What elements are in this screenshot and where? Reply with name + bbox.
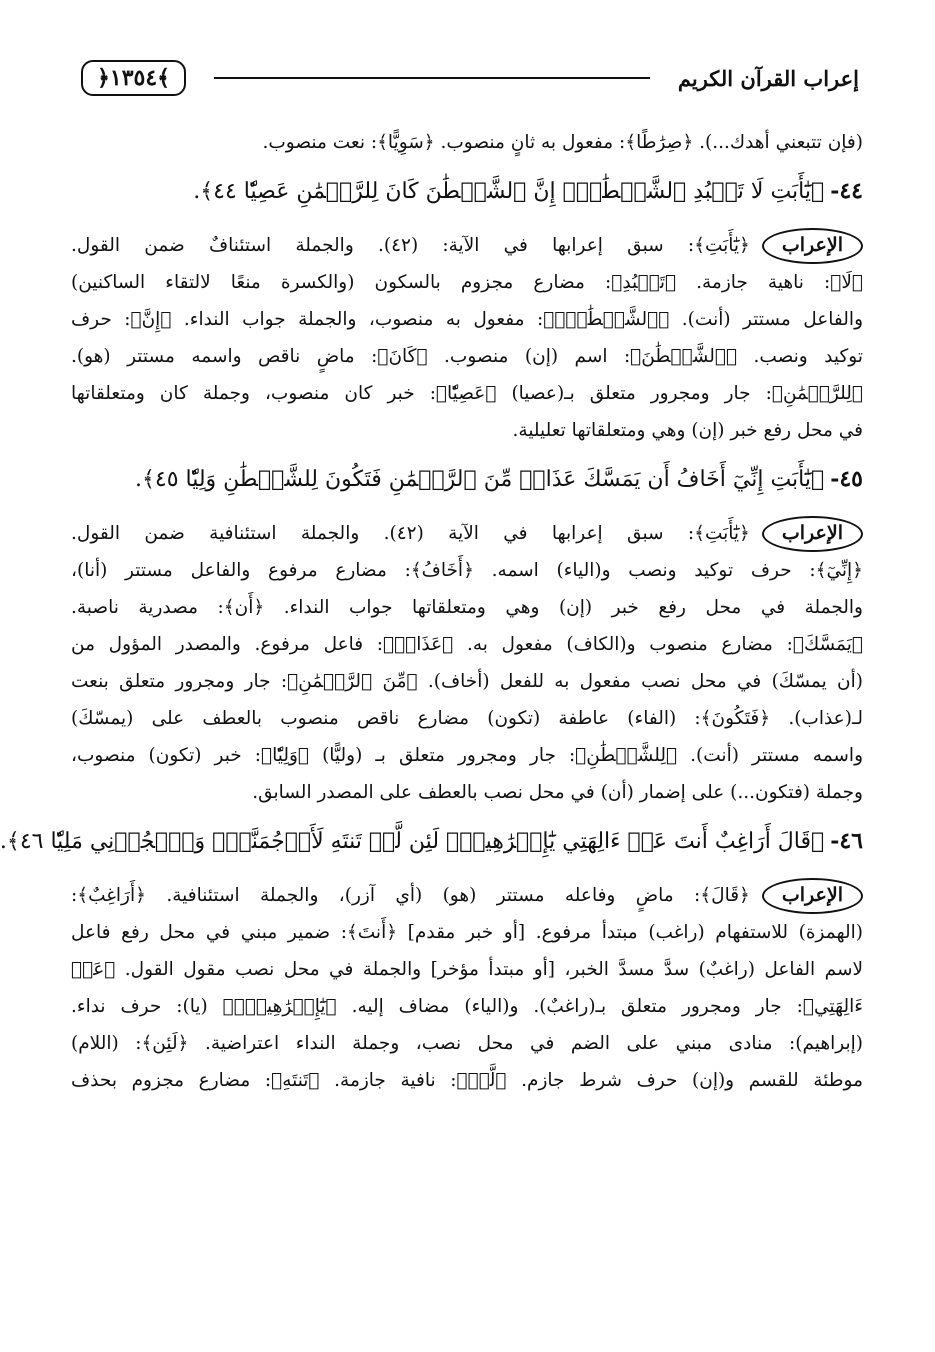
irab-line: ﴿يَمَسَّكَ﴾: مضارع منصوب و(الكاف) مفعول به. ﴿عَذَابٞ﴾: فاعل مرفوع. والمصدر المؤول من	[71, 634, 863, 655]
irab-line: والفاعل مستتر (أنت). ﴿ٱلشَّيۡطَٰنَۖ﴾: مفعول به منصوب، والجملة جواب النداء. ﴿إِنَّ﴾: حرف	[71, 309, 863, 330]
irab-line	[71, 515, 863, 552]
page-header	[81, 58, 859, 98]
page-number: ﴿١٣٥٤﴾	[81, 60, 186, 96]
verse-number: ٤٤-	[830, 178, 863, 204]
verse-number: ٤٥-	[830, 466, 863, 492]
irab-line: لـ(عذاب). ﴿فَتَكُونَ﴾: (الفاء) عاطفة (تكون) مضارع ناقص منصوب بالعطف على (يمسّكَ)	[71, 708, 863, 729]
irab-text: ﴿يَٰٓأَبَتِ﴾: سبق إعرابها في الآية (٤٢). والجملة استئنافية ضمن القول.	[71, 523, 750, 544]
irab-line: والجملة في محل رفع خبر (إن) وهي ومتعلقاتها جواب النداء. ﴿أَن﴾: مصدرية ناصبة.	[71, 597, 863, 618]
irab-label: الإعراب	[762, 228, 863, 264]
verse-text: ﴿يَٰٓأَبَتِ لَا تَعۡبُدِ ٱلشَّيۡطَٰنَۖ إِنَّ ٱلشَّيۡطَٰنَ كَانَ لِلرَّحۡمَٰنِ عَصِيّٗا ٤٤﴾.	[193, 179, 825, 204]
irab-line: في محل رفع خبر (إن) وهي ومتعلقاتها تعليلية.	[512, 420, 863, 441]
irab-line: ﴿لِلرَّحۡمَٰنِ﴾: جار ومجرور متعلق بـ(عصيا) ﴿عَصِيّٗا﴾: خبر كان منصوب، وجملة كان ومتعلقاتها	[71, 383, 863, 404]
intro-line: (فإن تتبعني أهدك...). ﴿صِرَٰطًا﴾: مفعول به ثانٍ منصوب. ﴿سَوِيًّا﴾: نعت منصوب.	[262, 132, 863, 153]
verse-44	[71, 165, 863, 217]
irab-line: (أن يمسّكَ) في محل نصب مفعول به للفعل (أخاف). ﴿مِّنَ ٱلرَّحۡمَٰنِ﴾: جار ومجرور متعلق بنعت	[71, 671, 863, 692]
irab-line: ﴿إِنِّيٓ﴾: حرف توكيد ونصب و(الياء) اسمه. ﴿أَخَافُ﴾: مضارع مرفوع والفاعل مستتر (أنا)،	[71, 560, 863, 581]
irab-line	[71, 877, 863, 914]
irab-line: ﴿لَا﴾: ناهية جازمة. ﴿تَعۡبُدِ﴾: مضارع مجزوم بالسكون (والكسرة منعًا لالتقاء الساكنين)	[71, 272, 863, 293]
verse-text: ﴿قَالَ أَرَاغِبٌ أَنتَ عَنۡ ءَالِهَتِي يَٰٓإِبۡرَٰهِيمُۖ لَئِن لَّمۡ تَنتَهِ لَأَرۡجُمَنَّكَۖ وَٱهۡجُرۡنِي مَلِيّٗا ٤٦﴾.	[0, 829, 825, 854]
verse-number: ٤٦-	[830, 828, 863, 854]
verse-text: ﴿يَٰٓأَبَتِ إِنِّيٓ أَخَافُ أَن يَمَسَّكَ عَذَابٞ مِّنَ ٱلرَّحۡمَٰنِ فَتَكُونَ لِلشَّيۡطَٰنِ وَلِيّٗا ٤٥﴾.	[134, 467, 825, 492]
irab-line: لاسم الفاعل (راغبٌ) سدَّ مسدَّ الخبر، [أو مبتدأ مؤخر] والجملة في محل نصب مقول القول. ﴿عَنۡ	[71, 959, 863, 980]
irab-text: ﴿يَٰٓأَبَتِ﴾: سبق إعرابها في الآية: (٤٢). والجملة استئنافٌ ضمن القول.	[71, 235, 750, 256]
irab-line	[71, 227, 863, 264]
irab-line: وجملة (فتكون...) على إضمار (أن) في محل نصب بالعطف على المصدر السابق.	[252, 782, 863, 803]
irab-line: ءَالِهَتِي﴾: جار ومجرور متعلق بـ(راغبٌ). و(الياء) مضاف إليه. ﴿يَٰٓإِبۡرَٰهِيمُۖ﴾ (يا): حرف نداء.	[71, 996, 863, 1017]
verse-46	[0, 815, 863, 867]
irab-text: ﴿قَالَ﴾: ماضٍ وفاعله مستتر (هو) (أي آزر)، والجملة استئنافية. ﴿أَرَاغِبٌ﴾:	[71, 885, 750, 906]
irab-line: توكيد ونصب. ﴿ٱلشَّيۡطَٰنَ﴾: اسم (إن) منصوب. ﴿كَانَ﴾: ماضٍ ناقص واسمه مستتر (هو).	[71, 346, 863, 367]
page-body	[0, 124, 863, 1099]
verse-45	[71, 453, 863, 505]
irab-line: (الهمزة) للاستفهام (راغب) مبتدأ مرفوع. [أو خبر مقدم] ﴿أَنتَ﴾: ضمير مبني في محل رفع فاعل	[71, 922, 863, 943]
book-title: إعراب القرآن الكريم	[677, 65, 859, 91]
irab-line: موطئة للقسم و(إن) حرف شرط جازم. ﴿لَّمۡ﴾: نافية جازمة. ﴿تَنتَهِ﴾: مضارع مجزوم بحذف	[71, 1070, 863, 1091]
irab-label: الإعراب	[762, 516, 863, 552]
header-rule	[214, 77, 650, 79]
irab-line: (إبراهيم): منادى مبني على الضم في محل نصب، وجملة النداء اعتراضية. ﴿لَئِن﴾: (اللام)	[71, 1033, 863, 1054]
irab-label: الإعراب	[762, 878, 863, 914]
irab-line: واسمه مستتر (أنت). ﴿لِلشَّيۡطَٰنِ﴾: جار ومجرور متعلق بـ (وليًّا) ﴿وَلِيّٗا﴾: خبر (تكون) منصوب،	[71, 745, 863, 766]
